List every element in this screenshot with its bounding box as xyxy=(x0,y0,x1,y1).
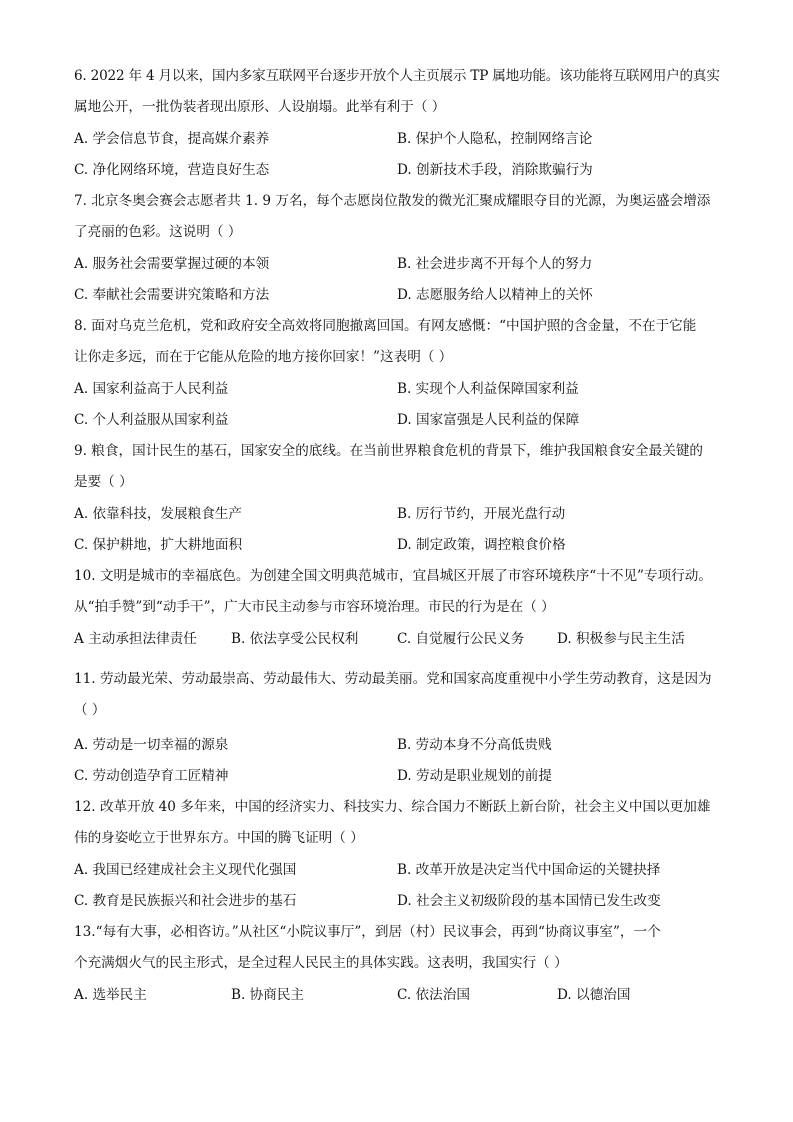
q8-option-c: C. 个人利益服从国家利益 xyxy=(74,412,229,428)
q11-option-c: C. 劳动创造孕育工匠精神 xyxy=(74,768,229,784)
q9-option-a: A. 依靠科技，发展粮食生产 xyxy=(74,506,242,522)
q7-option-a: A. 服务社会需要掌握过硬的本领 xyxy=(74,256,270,272)
q10-option-b: B. 依法享受公民权利 xyxy=(231,631,359,647)
q9-option-b: B. 厉行节约，开展光盘行动 xyxy=(397,506,566,522)
q10-stem-line2: 从“拍手赞”到“动手干”，广大市民主动参与市容环境治理。市民的行为是在（ ） xyxy=(74,599,555,615)
q8-option-b: B. 实现个人利益保障国家利益 xyxy=(397,381,579,397)
q9-option-c: C. 保护耕地，扩大耕地面积 xyxy=(74,537,243,553)
q10-option-d: D. 积极参与民主生活 xyxy=(557,631,685,647)
q12-stem-line2: 伟的身姿屹立于世界东方。中国的腾飞证明（ ） xyxy=(74,830,364,846)
q6-stem-line2: 属地公开，一批伪装者现出原形、人设崩塌。此举有利于（ ） xyxy=(74,99,446,115)
q7-option-b: B. 社会进步离不开每个人的努力 xyxy=(397,256,593,272)
q13-option-c: C. 依法治国 xyxy=(397,987,470,1003)
q10-option-c: C. 自觉履行公民义务 xyxy=(397,631,525,647)
q8-stem-line2: 让你走多远，而在于它能从危险的地方接你回家！”这表明（ ） xyxy=(74,349,453,365)
q13-stem-line2: 个充满烟火气的民主形式，是全过程人民民主的具体实践。这表明，我国实行（ ） xyxy=(74,955,568,971)
q9-stem-line2: 是要（ ） xyxy=(74,474,133,490)
q9-stem-line1: 9. 粮食，国计民生的基石，国家安全的底线。在当前世界粮食危机的背景下，维护我国粮食安全最关键的 xyxy=(74,443,704,459)
q13-option-d: D. 以德治国 xyxy=(557,987,631,1003)
q13-option-a: A. 选举民主 xyxy=(74,987,147,1003)
q9-option-d: D. 制定政策，调控粮食价格 xyxy=(397,537,566,553)
q12-stem-line1: 12. 改革开放 40 多年来，中国的经济实力、科技实力、综合国力不断跃上新台阶，社会主义中国以更加雄 xyxy=(74,799,711,815)
q11-option-d: D. 劳动是职业规划的前提 xyxy=(397,768,552,784)
q11-option-a: A. 劳动是一切幸福的源泉 xyxy=(74,737,229,753)
q7-stem-line2: 了亮丽的色彩。这说明（ ） xyxy=(74,224,242,240)
q11-option-b: B. 劳动本身不分高低贵贱 xyxy=(397,737,552,753)
q12-option-a: A. 我国已经建成社会主义现代化强国 xyxy=(74,862,297,878)
q13-option-b: B. 协商民主 xyxy=(231,987,305,1003)
q6-option-c: C. 净化网络环境，营造良好生态 xyxy=(74,162,270,178)
q6-option-d: D. 创新技术手段，消除欺骗行为 xyxy=(397,162,593,178)
q12-option-d: D. 社会主义初级阶段的基本国情已发生改变 xyxy=(397,893,661,909)
q10-stem-line1: 10. 文明是城市的幸福底色。为创建全国文明典范城市，宜昌城区开展了市容环境秩序“十不见”专项行动。 xyxy=(74,568,712,584)
q11-stem-line1: 11. 劳动最光荣、劳动最崇高、劳动最伟大、劳动最美丽。党和国家高度重视中小学生劳动教育，这是因为 xyxy=(74,671,712,687)
q13-stem-line1: 13.“每有大事，必相咨访。”从社区“小院议事厅”，到居（村）民议事会，再到“协商议事室”，一个 xyxy=(74,924,661,940)
q7-option-c: C. 奉献社会需要讲究策略和方法 xyxy=(74,287,270,303)
q7-option-d: D. 志愿服务给人以精神上的关怀 xyxy=(397,287,593,303)
q12-option-c: C. 教育是民族振兴和社会进步的基石 xyxy=(74,893,297,909)
q8-stem-line1: 8. 面对乌克兰危机，党和政府安全高效将同胞撤离回国。有网友感慨：“中国护照的含金量，不在于它能 xyxy=(74,318,697,334)
q6-option-b: B. 保护个人隐私，控制网络言论 xyxy=(397,131,593,147)
q6-stem-line1: 6. 2022 年 4 月以来，国内多家互联网平台逐步开放个人主页展示 TP 属地功能。该功能将互联网用户的真实 xyxy=(74,68,720,84)
q11-stem-line2: （ ） xyxy=(74,702,106,718)
q6-option-a: A. 学会信息节食，提高媒介素养 xyxy=(74,131,270,147)
q10-option-a: A 主动承担法律责任 xyxy=(74,631,197,647)
q8-option-a: A. 国家利益高于人民利益 xyxy=(74,381,229,397)
q7-stem-line1: 7. 北京冬奥会赛会志愿者共 1. 9 万名，每个志愿岗位散发的微光汇聚成耀眼夺目的光源，为奥运盛会增添 xyxy=(74,193,711,209)
q12-option-b: B. 改革开放是决定当代中国命运的关键抉择 xyxy=(397,862,661,878)
q8-option-d: D. 国家富强是人民利益的保障 xyxy=(397,412,580,428)
